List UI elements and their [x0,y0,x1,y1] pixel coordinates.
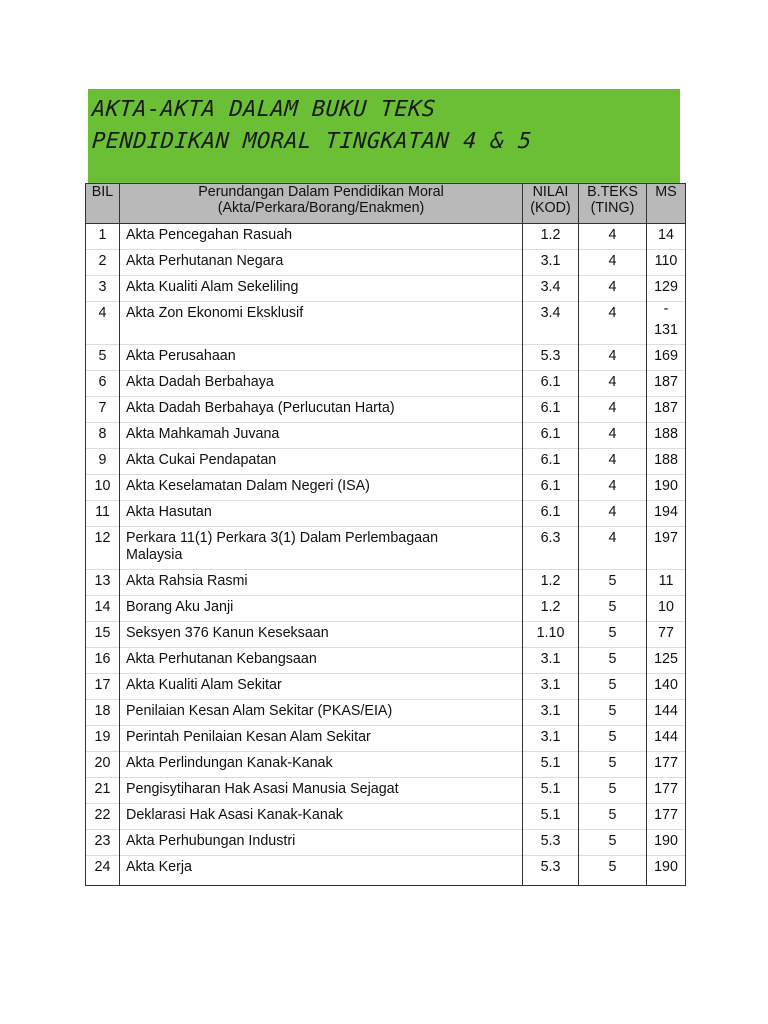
cell-nilai: 5.3 [523,856,579,886]
cell-nilai: 1.2 [523,596,579,622]
cell-nilai: 5.3 [523,830,579,856]
table-row [86,648,686,674]
header-nilai [523,184,579,224]
cell-name: Akta Perlindungan Kanak-Kanak [120,752,523,778]
cell-nilai: 3.4 [523,302,579,345]
cell-bil: 12 [86,527,120,570]
cell-nilai: 6.1 [523,397,579,423]
cell-ms: 190 [647,830,686,856]
cell-name: Deklarasi Hak Asasi Kanak-Kanak [120,804,523,830]
cell-ting: 4 [579,527,647,570]
cell-bil: 22 [86,804,120,830]
cell-ms: 187 [647,397,686,423]
cell-name: Borang Aku Janji [120,596,523,622]
cell-ms: 190 [647,475,686,501]
title-banner [88,89,680,184]
cell-bil: 6 [86,371,120,397]
cell-name: Akta Kualiti Alam Sekeliling [120,276,523,302]
cell-bil: 8 [86,423,120,449]
cell-bil: 5 [86,345,120,371]
cell-nilai: 5.1 [523,804,579,830]
header-perundangan-line2: (Akta/Perkara/Borang/Enakmen) [217,200,425,216]
title-line-1: AKTA-AKTA DALAM BUKU TEKS [91,97,437,122]
cell-bil: 15 [86,622,120,648]
cell-ms: 177 [647,804,686,830]
cell-bil: 24 [86,856,120,886]
table-row [86,700,686,726]
cell-ting: 4 [579,501,647,527]
cell-ms: 197 [647,527,686,570]
table-row [86,674,686,700]
cell-name: Akta Rahsia Rasmi [120,570,523,596]
cell-bil: 18 [86,700,120,726]
cell-ms-value: 131 [654,322,678,338]
header-bteks [579,184,647,224]
cell-ting: 4 [579,371,647,397]
cell-bil: 11 [86,501,120,527]
cell-ting: 4 [579,397,647,423]
table-row [86,778,686,804]
cell-name: Akta Kualiti Alam Sekitar [120,674,523,700]
cell-ms: 169 [647,345,686,371]
cell-bil: 13 [86,570,120,596]
table-row [86,726,686,752]
cell-name: Akta Keselamatan Dalam Negeri (ISA) [120,475,523,501]
table-row [86,276,686,302]
cell-ms: 188 [647,423,686,449]
cell-nilai: 1.2 [523,570,579,596]
cell-bil: 23 [86,830,120,856]
cell-bil: 9 [86,449,120,475]
header-nilai-line2: (KOD) [530,200,571,216]
cell-ms: 187 [647,371,686,397]
cell-ms: 144 [647,726,686,752]
cell-ting: 5 [579,648,647,674]
cell-name-line2: Malaysia [126,547,183,563]
cell-bil: 21 [86,778,120,804]
cell-ting: 5 [579,778,647,804]
table-row [86,345,686,371]
cell-bil: 2 [86,250,120,276]
cell-ting: 5 [579,700,647,726]
cell-bil: 14 [86,596,120,622]
cell-ting: 5 [579,674,647,700]
cell-bil: 1 [86,224,120,250]
cell-bil: 20 [86,752,120,778]
cell-bil: 10 [86,475,120,501]
cell-ms: 77 [647,622,686,648]
cell-name: Akta Perusahaan [120,345,523,371]
cell-name: Akta Mahkamah Juvana [120,423,523,449]
header-bil: BIL [86,184,120,224]
table-row [86,449,686,475]
cell-nilai: 6.1 [523,423,579,449]
cell-nilai: 6.3 [523,527,579,570]
cell-ms: 140 [647,674,686,700]
cell-nilai: 5.1 [523,778,579,804]
cell-ting: 4 [579,423,647,449]
cell-name: Akta Perhutanan Kebangsaan [120,648,523,674]
cell-ms [647,302,686,345]
cell-ting: 4 [579,345,647,371]
cell-ting: 5 [579,752,647,778]
cell-bil: 3 [86,276,120,302]
cell-ms-dash: - [663,301,669,317]
header-bteks-line1: B.TEKS [587,184,638,200]
table-row [86,224,686,250]
header-nilai-line1: NILAI [532,184,569,200]
table-row [86,804,686,830]
cell-nilai: 3.1 [523,674,579,700]
table-row [86,371,686,397]
table-row [86,250,686,276]
table-row [86,423,686,449]
cell-ms: 14 [647,224,686,250]
cell-ting: 4 [579,302,647,345]
cell-ting: 5 [579,570,647,596]
cell-nilai: 3.4 [523,276,579,302]
cell-name-line1: Perkara 11(1) Perkara 3(1) Dalam Perlembagaan [126,530,439,546]
cell-ting: 5 [579,726,647,752]
cell-name: Seksyen 376 Kanun Keseksaan [120,622,523,648]
cell-nilai: 5.3 [523,345,579,371]
cell-ms: 10 [647,596,686,622]
cell-ms: 177 [647,778,686,804]
header-perundangan-line1: Perundangan Dalam Pendidikan Moral [198,184,444,200]
table-row [86,527,686,570]
header-perundangan [120,184,523,224]
cell-ms: 194 [647,501,686,527]
cell-ting: 5 [579,830,647,856]
cell-ting: 5 [579,596,647,622]
cell-ting: 4 [579,276,647,302]
cell-ms: 188 [647,449,686,475]
cell-nilai: 3.1 [523,726,579,752]
cell-name: Akta Dadah Berbahaya [120,371,523,397]
table-row [86,622,686,648]
cell-name: Akta Perhutanan Negara [120,250,523,276]
table-row [86,501,686,527]
cell-ms: 129 [647,276,686,302]
cell-name: Perintah Penilaian Kesan Alam Sekitar [120,726,523,752]
table-row [86,397,686,423]
table-row [86,856,686,886]
cell-ms: 125 [647,648,686,674]
cell-bil: 17 [86,674,120,700]
header-bteks-line2: (TING) [590,200,635,216]
cell-name: Akta Pencegahan Rasuah [120,224,523,250]
table-header-row [86,184,686,224]
cell-ms: 110 [647,250,686,276]
cell-nilai: 6.1 [523,501,579,527]
cell-nilai: 5.1 [523,752,579,778]
cell-nilai: 3.1 [523,700,579,726]
cell-ting: 5 [579,804,647,830]
cell-ting: 4 [579,475,647,501]
cell-name: Penilaian Kesan Alam Sekitar (PKAS/EIA) [120,700,523,726]
cell-name [120,527,523,570]
cell-name: Pengisytiharan Hak Asasi Manusia Sejagat [120,778,523,804]
cell-name: Akta Perhubungan Industri [120,830,523,856]
cell-nilai: 3.1 [523,250,579,276]
cell-nilai: 6.1 [523,449,579,475]
cell-nilai: 1.2 [523,224,579,250]
header-ms: MS [647,184,686,224]
cell-ting: 5 [579,622,647,648]
table-row [86,752,686,778]
title-line-2: PENDIDIKAN MORAL TINGKATAN 4 & 5 [91,129,533,154]
table-row [86,830,686,856]
cell-name: Akta Hasutan [120,501,523,527]
table-row [86,570,686,596]
cell-nilai: 6.1 [523,371,579,397]
cell-bil: 7 [86,397,120,423]
cell-ting: 4 [579,224,647,250]
cell-nilai: 6.1 [523,475,579,501]
cell-bil: 16 [86,648,120,674]
cell-bil: 19 [86,726,120,752]
cell-ms: 11 [647,570,686,596]
cell-ting: 4 [579,250,647,276]
cell-ting: 4 [579,449,647,475]
cell-nilai: 3.1 [523,648,579,674]
cell-name: Akta Zon Ekonomi Eksklusif [120,302,523,345]
cell-ting: 5 [579,856,647,886]
cell-ms: 144 [647,700,686,726]
acts-table [85,183,686,886]
cell-name: Akta Dadah Berbahaya (Perlucutan Harta) [120,397,523,423]
cell-ms: 190 [647,856,686,886]
cell-ms: 177 [647,752,686,778]
cell-name: Akta Kerja [120,856,523,886]
table-row [86,596,686,622]
cell-bil: 4 [86,302,120,345]
cell-name: Akta Cukai Pendapatan [120,449,523,475]
cell-nilai: 1.10 [523,622,579,648]
table-row [86,475,686,501]
table-row [86,302,686,345]
